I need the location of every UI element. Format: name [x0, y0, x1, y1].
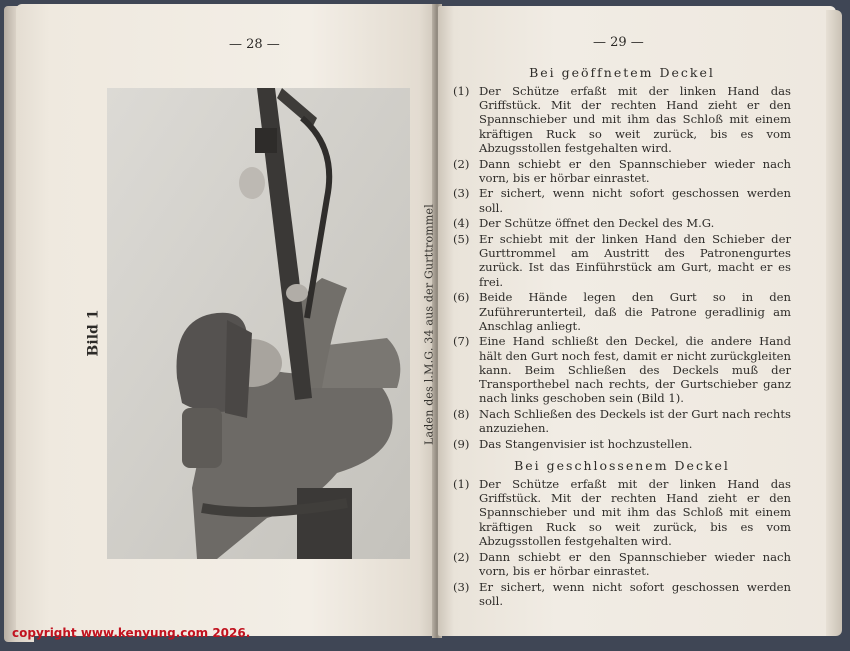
list-item	[453, 550, 791, 578]
item-number: (9)	[453, 436, 470, 451]
item-number: (5)	[453, 232, 470, 247]
item-number: (4)	[453, 216, 470, 231]
item-number: (2)	[453, 549, 470, 564]
figure-caption: Laden des l.M.G. 34 aus der Gurttrommel	[422, 204, 436, 445]
item-text: Beide Hände legen den Gurt so in den Zuführerunterteil, daß die Patrone geradlinig am Anschlag anliegt.	[479, 290, 791, 333]
list-item	[453, 157, 791, 185]
soldier-photo	[107, 88, 410, 559]
item-number: (1)	[453, 477, 470, 492]
item-number: (1)	[453, 84, 470, 98]
left-page-number: — 28 —	[229, 37, 280, 52]
item-text: Der Schütze erfaßt mit der linken Hand das Griffstück. Mit der rechten Hand zieht er den Spannschieber und mit ihm das Schloß mit einem kräftigen Ruck so weit zurück, bis es vom Abzugsstollen festgehalten wird.	[479, 84, 791, 155]
item-text: Er schiebt mit der linken Hand den Schieber der Gurttrommel am Austritt des Patronengurtes zurück. Ist das Einführstück am Gurt, macht er es frei.	[479, 232, 791, 289]
list-item	[453, 437, 791, 451]
item-text: Er sichert, wenn nicht sofort geschossen werden soll.	[479, 579, 791, 608]
item-number: (8)	[453, 406, 470, 421]
section-heading: Bei geöffnetem Deckel	[529, 65, 715, 80]
list-item	[453, 290, 791, 333]
item-number: (2)	[453, 156, 470, 171]
list-item	[453, 334, 791, 405]
section-heading: Bei geschlossenem Deckel	[514, 458, 730, 474]
list-item	[453, 407, 791, 435]
item-number: (6)	[453, 290, 470, 305]
list-item	[453, 84, 791, 155]
item-number: (3)	[453, 186, 470, 201]
item-text: Dann schiebt er den Spannschieber wieder nach vorn, bis er hörbar einrastet.	[479, 549, 791, 578]
item-text: Der Schütze erfaßt mit der linken Hand das Griffstück. Mit der rechten Hand zieht er den Spannschieber und mit ihm das Schloß mit einem kräftigen Ruck so weit zurück, bis es vom Abzugsstollen festgehalten wird.	[479, 477, 791, 548]
item-text: Nach Schließen des Deckels ist der Gurt nach rechts anzuziehen.	[479, 406, 791, 436]
list-item	[453, 232, 791, 289]
item-text: Dann schiebt er den Spannschieber wieder nach vorn, bis er hörbar einrastet.	[479, 156, 791, 185]
list-item	[453, 186, 791, 214]
right-page-edges	[826, 10, 842, 636]
right-page-number: — 29 —	[593, 35, 644, 50]
copyright-watermark: copyright www.kenyung.com 2026.	[12, 626, 251, 640]
item-number: (7)	[453, 334, 470, 349]
item-text: Eine Hand schließt den Deckel, die andere Hand hält den Gurt noch fest, damit er nicht zurückgleiten kann. Beim Schließen des Deckels muß der Transporthebel nach rechts, der Gurtschieber ganz nach links geschoben sein (Bild 1).	[479, 334, 791, 406]
list-item	[453, 477, 791, 548]
item-text: Er sichert, wenn nicht sofort geschossen werden soll.	[479, 186, 791, 215]
list-item	[453, 580, 791, 608]
item-text: Der Schütze öffnet den Deckel des M.G.	[479, 216, 715, 231]
figure-label: Bild 1	[85, 309, 102, 357]
list-item	[453, 216, 791, 230]
item-number: (3)	[453, 579, 470, 594]
instruction-text	[453, 64, 791, 609]
item-text: Das Stangenvisier ist hochzustellen.	[479, 436, 693, 451]
